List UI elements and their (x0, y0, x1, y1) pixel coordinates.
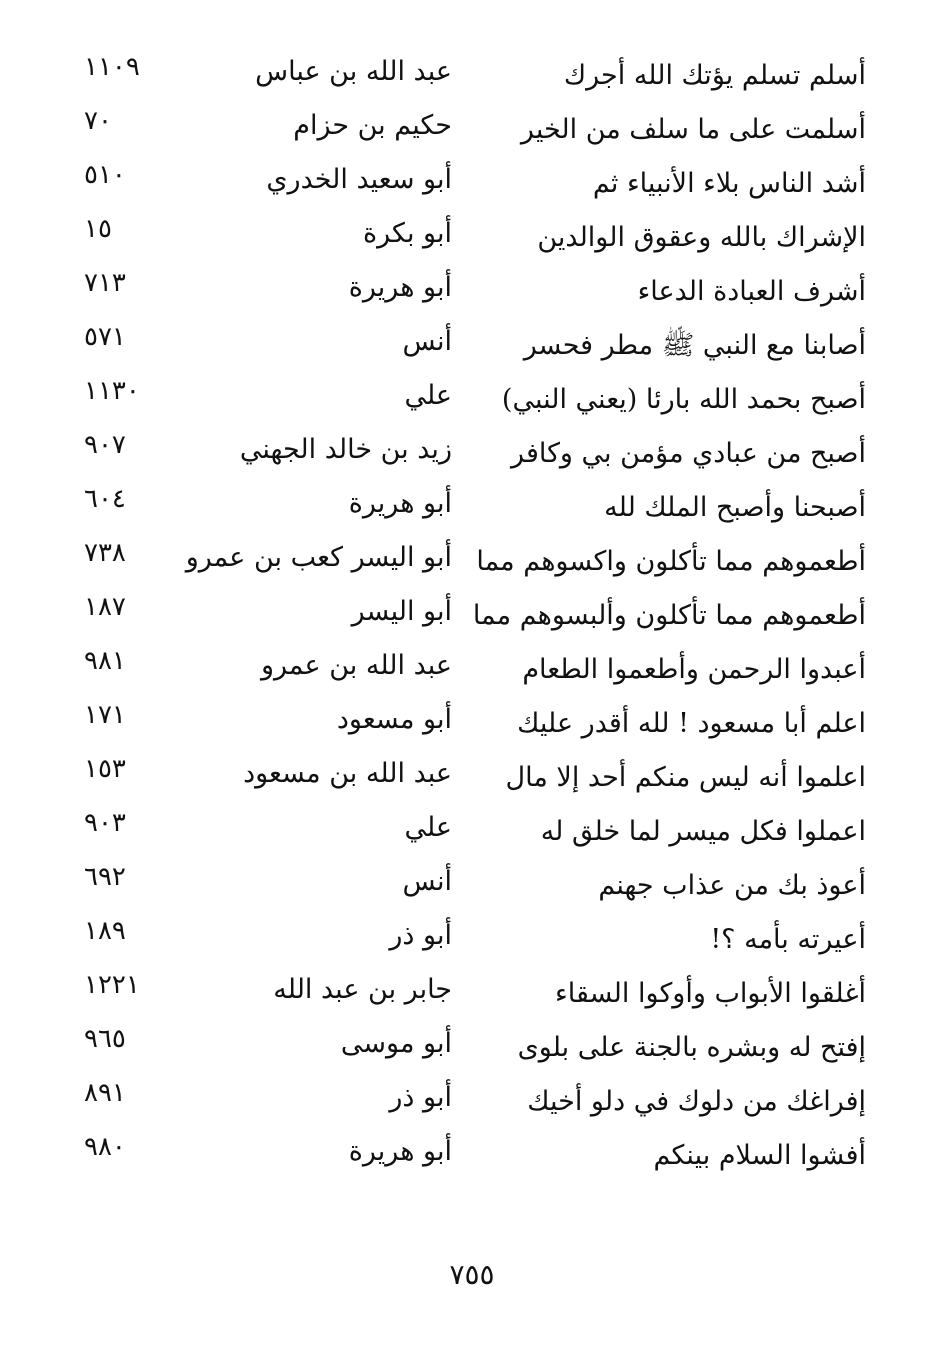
hadith-text: إفتح له وبشره بالجنة على بلوى (517, 1032, 866, 1063)
narrator-name: أبو سعيد الخدري (266, 164, 452, 195)
narrator-name: أبو بكرة (362, 218, 452, 249)
hadith-text: اعملوا فكل ميسر لما خلق له (540, 816, 866, 847)
hadith-text: أفشوا السلام بينكم (653, 1140, 866, 1171)
narrator-name: أبو اليسر كعب بن عمرو (185, 542, 452, 573)
narrator-name: عبد الله بن مسعود (243, 758, 452, 789)
hadith-text: اعلموا أنه ليس منكم أحد إلا مال (505, 762, 866, 793)
index-row (60, 804, 880, 858)
page-reference: ٨٩١ (84, 1078, 126, 1108)
narrator-name: عبد الله بن عباس (255, 56, 452, 87)
narrator-name: أبو هريرة (348, 1136, 452, 1167)
index-row (60, 966, 880, 1020)
narrator-name: حكيم بن حزام (293, 110, 452, 141)
index-row (60, 372, 880, 426)
hadith-text: أعوذ بك من عذاب جهنم (598, 870, 866, 901)
index-row (60, 48, 880, 102)
index-row (60, 588, 880, 642)
page-reference: ١٥٣ (84, 754, 126, 784)
index-row (60, 1074, 880, 1128)
page-reference: ١٨٩ (84, 916, 126, 946)
hadith-text: الإشراك بالله وعقوق الوالدين (537, 222, 866, 253)
narrator-name: أبو اليسر (351, 596, 452, 627)
narrator-name: أنس (402, 326, 452, 357)
page-reference: ٩٠٣ (84, 808, 126, 838)
narrator-name: أبو ذر (389, 920, 452, 951)
page-reference: ٧١٣ (84, 268, 126, 298)
index-row (60, 102, 880, 156)
index-row (60, 858, 880, 912)
page-reference: ٦٠٤ (84, 484, 126, 514)
hadith-text: أعيرته بأمه ؟! (710, 924, 866, 955)
hadith-text: أصابنا مع النبي ﷺ مطر فحسر (523, 330, 866, 361)
narrator-name: أبو هريرة (348, 272, 452, 303)
page-reference: ٩٨١ (84, 646, 126, 676)
hadith-text: أسلمت على ما سلف من الخير (520, 114, 866, 145)
page-reference: ١٥ (84, 214, 112, 244)
narrator-name: علي (404, 812, 452, 843)
index-row (60, 426, 880, 480)
narrator-name: عبد الله بن عمرو (260, 650, 452, 681)
index-row (60, 912, 880, 966)
narrator-name: أبو ذر (389, 1082, 452, 1113)
page-reference: ٩٦٥ (84, 1024, 126, 1054)
page-number: ٧٥٥ (449, 1258, 495, 1291)
narrator-name: علي (404, 380, 452, 411)
page-reference: ١٧١ (84, 700, 126, 730)
narrator-name: زيد بن خالد الجهني (239, 434, 452, 465)
hadith-text: إفراغك من دلوك في دلو أخيك (527, 1086, 866, 1117)
hadith-text: أسلم تسلم يؤتك الله أجرك (563, 60, 866, 91)
hadith-index-table (60, 48, 880, 1182)
narrator-name: أنس (402, 866, 452, 897)
page-reference: ٩٨٠ (84, 1132, 126, 1162)
index-row (60, 1128, 880, 1182)
hadith-text: أطعموهم مما تأكلون وألبسوهم مما (472, 600, 866, 631)
index-row (60, 1020, 880, 1074)
index-row (60, 750, 880, 804)
index-row (60, 318, 880, 372)
hadith-text: أغلقوا الأبواب وأوكوا السقاء (555, 978, 866, 1009)
hadith-text: أصبح من عبادي مؤمن بي وكافر (511, 438, 866, 469)
hadith-text: أصبح بحمد الله بارئا (يعني النبي) (501, 384, 866, 415)
page-reference: ١١٠٩ (84, 52, 140, 82)
narrator-name: جابر بن عبد الله (273, 974, 452, 1005)
page-reference: ١٨٧ (84, 592, 126, 622)
hadith-text: أشرف العبادة الدعاء (637, 276, 866, 307)
page-reference: ١١٣٠ (84, 376, 140, 406)
index-row (60, 156, 880, 210)
index-row (60, 210, 880, 264)
page-reference: ٥٧١ (84, 322, 126, 352)
index-row (60, 696, 880, 750)
hadith-text: أطعموهم مما تأكلون واكسوهم مما (476, 546, 866, 577)
narrator-name: أبو موسى (340, 1028, 452, 1059)
page-reference: ١٢٢١ (84, 970, 140, 1000)
page-reference: ٥١٠ (84, 160, 126, 190)
narrator-name: أبو مسعود (336, 704, 452, 735)
hadith-text: اعلم أبا مسعود ! لله أقدر عليك (517, 708, 866, 739)
page-reference: ٧٣٨ (84, 538, 126, 568)
page-reference: ٧٠ (84, 106, 112, 136)
narrator-name: أبو هريرة (348, 488, 452, 519)
page-reference: ٩٠٧ (84, 430, 126, 460)
index-row (60, 642, 880, 696)
index-row (60, 264, 880, 318)
index-row (60, 480, 880, 534)
hadith-text: أشد الناس بلاء الأنبياء ثم (592, 168, 866, 199)
index-row (60, 534, 880, 588)
hadith-text: أصبحنا وأصبح الملك لله (604, 492, 866, 523)
hadith-text: أعبدوا الرحمن وأطعموا الطعام (522, 654, 866, 685)
page-reference: ٦٩٢ (84, 862, 126, 892)
